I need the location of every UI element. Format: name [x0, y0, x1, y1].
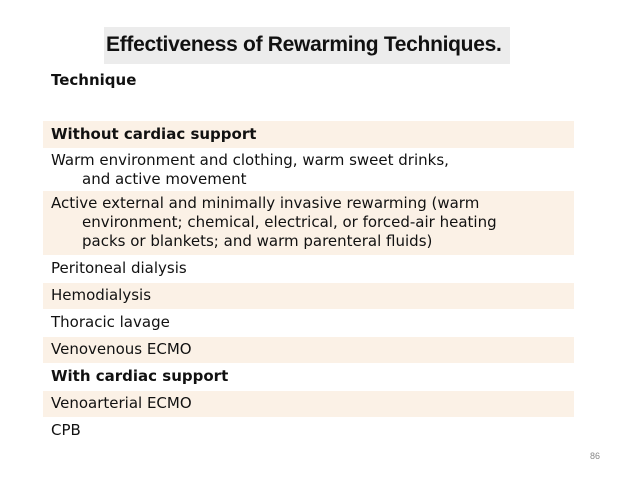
table-row	[43, 337, 574, 363]
table-row	[43, 256, 574, 282]
table-row-section-without-cardiac-support	[43, 121, 574, 148]
table-row	[43, 191, 574, 255]
table-row	[43, 391, 574, 417]
table-row	[43, 149, 574, 190]
row-text-line: Peritoneal dialysis	[51, 259, 187, 277]
section-heading: With cardiac support	[51, 367, 229, 385]
page-number: 86	[590, 451, 601, 461]
row-text-line: Venovenous ECMO	[51, 340, 192, 358]
slide-title-box	[104, 27, 510, 64]
table-row-section-with-cardiac-support	[43, 364, 574, 390]
row-text-line: Venoarterial ECMO	[51, 394, 192, 412]
slide-title: Effectiveness of Rewarming Techniques.	[106, 33, 502, 56]
section-heading: Without cardiac support	[51, 125, 257, 143]
row-text-line: packs or blankets; and warm parenteral fluids)	[82, 232, 433, 250]
row-text-line: environment; chemical, electrical, or forced-air heating	[82, 213, 497, 231]
table-row	[43, 418, 574, 444]
row-text-line: and active movement	[82, 170, 247, 188]
row-text-line: CPB	[51, 421, 81, 439]
row-text-line: Active external and minimally invasive rewarming (warm	[51, 194, 480, 212]
row-text-line: Hemodialysis	[51, 286, 152, 304]
row-text-line: Thoracic lavage	[51, 313, 170, 331]
table-row	[43, 310, 574, 336]
row-text-line: Warm environment and clothing, warm sweet drinks,	[51, 151, 449, 169]
column-header-technique: Technique	[51, 71, 137, 89]
table-row	[43, 283, 574, 309]
